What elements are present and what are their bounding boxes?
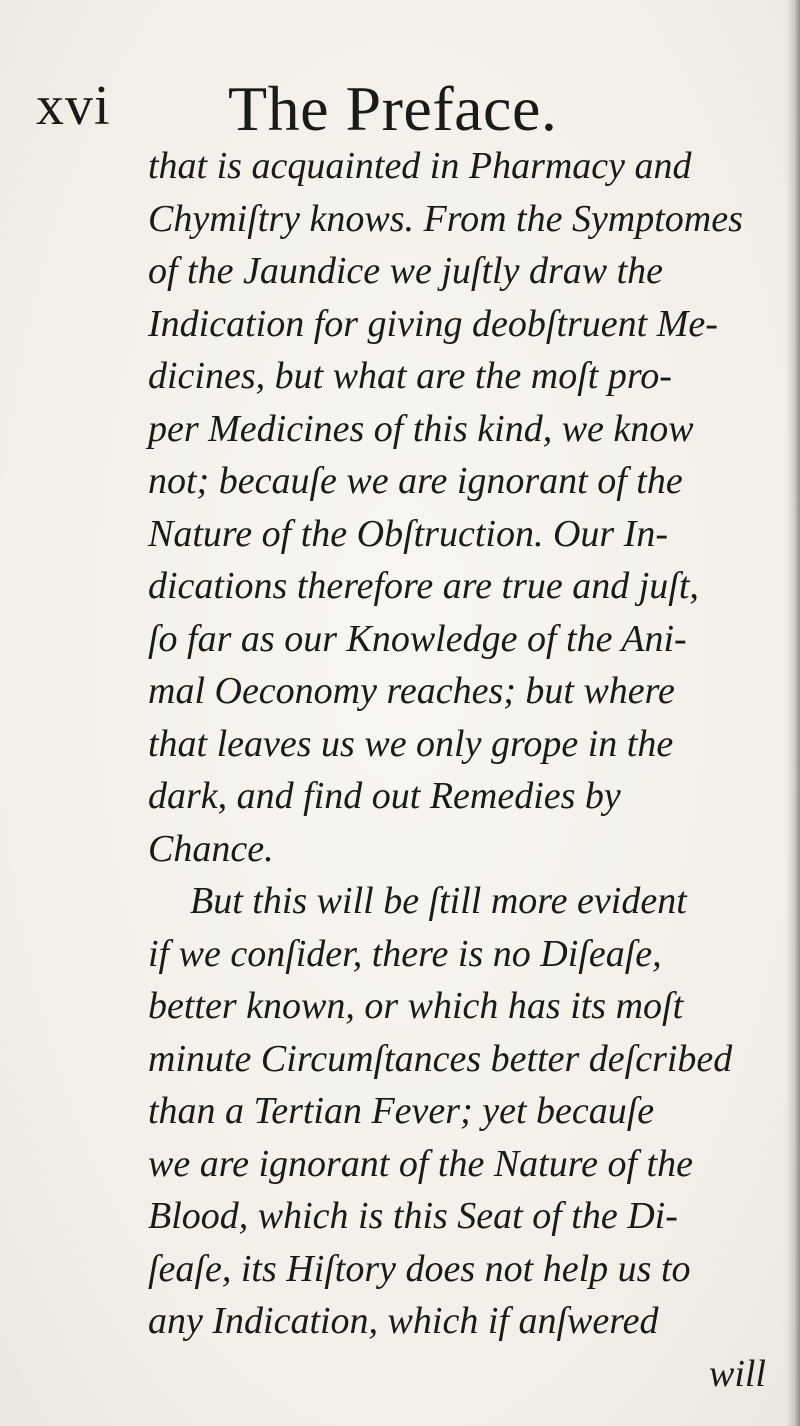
text-line: mal Oeconomy reaches; but where	[148, 670, 675, 712]
text-line: ſeaſe, its Hiſtory does not help us to	[148, 1247, 691, 1290]
page-heading: The Preface.	[228, 73, 558, 144]
text-line: minute Circumſtances better deſcribed	[148, 1037, 733, 1080]
body-text	[148, 140, 778, 1400]
text-line: than a Tertian Fever; yet becauſe	[148, 1090, 655, 1132]
text-line: of the Jaundice we juſtly draw the	[148, 250, 664, 292]
text-line: that leaves us we only grope in the	[148, 722, 674, 765]
text-line: Chance.	[148, 827, 274, 870]
text-line: Indication for giving deobſtruent Me-	[148, 302, 718, 345]
text-line: dicines, but what are the moſt pro-	[148, 355, 672, 397]
text-line: we are ignorant of the Nature of the	[148, 1142, 693, 1185]
text-line: dark, and find out Remedies by	[148, 775, 621, 817]
text-line: ſo far as our Knowledge of the Ani-	[148, 617, 687, 660]
text-line: Blood, which is this Seat of the Di-	[148, 1195, 678, 1237]
text-line: dications therefore are true and juſt,	[148, 565, 699, 607]
text-line: that is acquainted in Pharmacy and	[148, 145, 692, 187]
text-line: not; becauſe we are ignorant of the	[148, 460, 683, 502]
text-line-paragraph-start: But this will be ſtill more evident	[190, 880, 687, 922]
text-line: per Medicines of this kind, we know	[148, 407, 694, 450]
text-line: if we conſider, there is no Diſeaſe,	[148, 932, 662, 975]
page-number: xvi	[36, 75, 111, 137]
running-head	[0, 72, 800, 142]
page-edge-shadow	[786, 0, 800, 1426]
text-line: any Indication, which if anſwered	[148, 1300, 659, 1342]
text-line: Nature of the Obſtruction. Our In-	[148, 512, 668, 555]
catchword: will	[708, 1352, 766, 1395]
text-line: better known, or which has its moſt	[148, 985, 684, 1027]
text-line: Chymiſtry knows. From the Symptomes	[148, 197, 743, 240]
